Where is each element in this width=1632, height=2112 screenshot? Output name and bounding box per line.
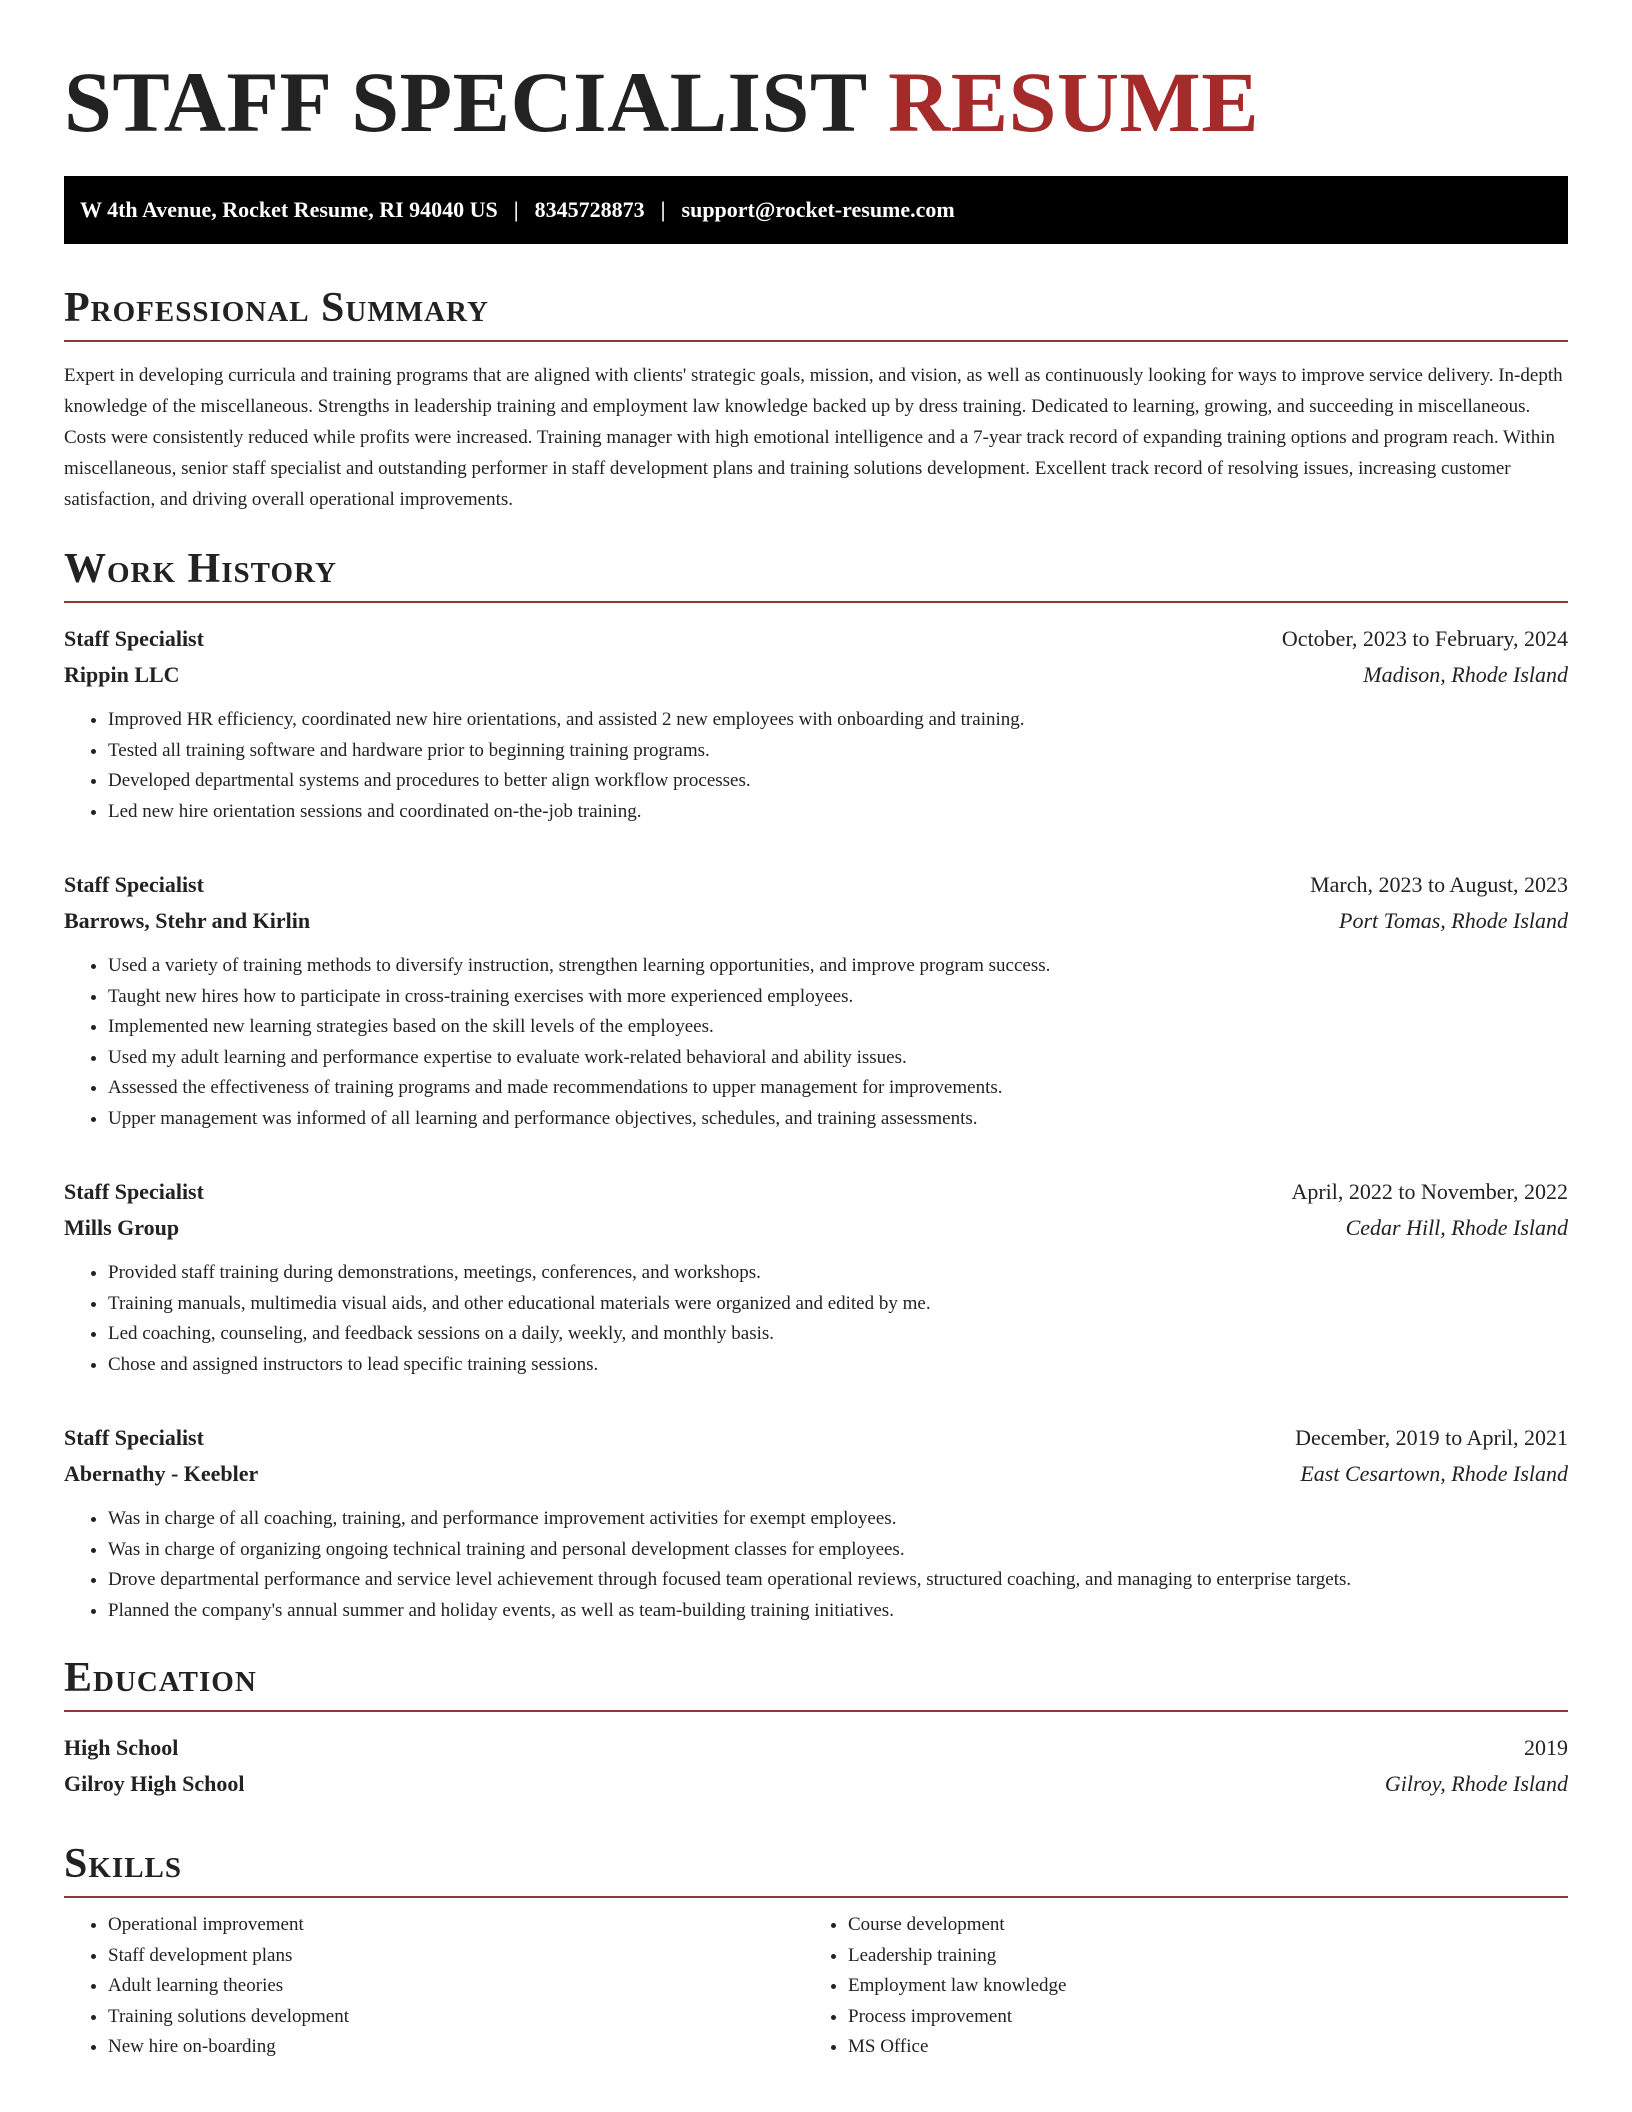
skill-item: • Course development — [848, 1910, 1544, 1941]
job-company: Abernathy - Keebler — [64, 1461, 259, 1486]
job-dates: April, 2022 to November, 2022 — [1291, 1179, 1568, 1204]
job-company: Rippin LLC — [64, 662, 180, 687]
job-bullet: • Improved HR efficiency, coordinated new hire orientations, and assisted 2 new employees with onboarding and training. — [108, 705, 1568, 736]
job-location: Port Tomas, Rhode Island — [1339, 908, 1568, 933]
education-year: 2019 — [1524, 1735, 1568, 1760]
skills-list-left — [64, 1910, 804, 2063]
job-bullets — [64, 951, 1568, 1134]
job-title: Staff Specialist — [64, 1179, 204, 1204]
job-location: East Cesartown, Rhode Island — [1300, 1461, 1568, 1486]
work-history-heading: Work History — [64, 543, 1568, 603]
resume-page — [64, 52, 1568, 2063]
skill-item: • Operational improvement — [108, 1910, 804, 1941]
title-main: STAFF SPECIALIST — [64, 54, 867, 150]
skill-item: • New hire on-boarding — [108, 2032, 804, 2063]
job-bullet: • Drove departmental performance and service level achievement through focused team operational reviews, structured coaching, and managing to enterprise targets. — [108, 1565, 1568, 1596]
contact-separator: | — [660, 197, 666, 222]
skill-item: • Leadership training — [848, 1941, 1544, 1972]
job-bullet: • Used a variety of training methods to diversify instruction, strengthen learning opportunities, and improve program success. — [108, 951, 1568, 982]
job-bullet: • Training manuals, multimedia visual aids, and other educational materials were organized and edited by me. — [108, 1289, 1568, 1320]
summary-section — [64, 282, 1568, 515]
skills-heading: Skills — [64, 1838, 1568, 1898]
skill-item: • Process improvement — [848, 2002, 1544, 2033]
job-bullet: • Implemented new learning strategies based on the skill levels of the employees. — [108, 1012, 1568, 1043]
skill-item: • Training solutions development — [108, 2002, 804, 2033]
job-bullet: • Was in charge of all coaching, training, and performance improvement activities for exempt employees. — [108, 1504, 1568, 1535]
job-dates: March, 2023 to August, 2023 — [1310, 872, 1568, 897]
skill-item: • Staff development plans — [108, 1941, 804, 1972]
job-bullets — [64, 705, 1568, 827]
job-bullet: • Taught new hires how to participate in cross-training exercises with more experienced employees. — [108, 982, 1568, 1013]
skill-item: • Employment law knowledge — [848, 1971, 1544, 2002]
job-bullet: • Assessed the effectiveness of training programs and made recommendations to upper management for improvements. — [108, 1073, 1568, 1104]
contact-bar — [64, 176, 1568, 244]
job-title: Staff Specialist — [64, 872, 204, 897]
job-title: Staff Specialist — [64, 1425, 204, 1450]
education-degree: High School — [64, 1735, 179, 1760]
job-bullet: • Provided staff training during demonstrations, meetings, conferences, and workshops. — [108, 1258, 1568, 1289]
job-bullet: • Tested all training software and hardware prior to beginning training programs. — [108, 736, 1568, 767]
summary-heading: Professional Summary — [64, 282, 1568, 342]
contact-email: support@rocket-resume.com — [681, 197, 955, 222]
contact-phone: 8345728873 — [534, 197, 645, 222]
job-location: Madison, Rhode Island — [1363, 662, 1568, 687]
job-dates: October, 2023 to February, 2024 — [1281, 626, 1568, 651]
resume-title — [64, 52, 1568, 152]
skills-section — [64, 1838, 1568, 2063]
job-title: Staff Specialist — [64, 626, 204, 651]
skills-columns — [64, 1910, 1568, 2063]
job-bullets — [64, 1258, 1568, 1380]
job-bullet: • Was in charge of organizing ongoing technical training and personal development classes for employees. — [108, 1535, 1568, 1566]
job-bullets — [64, 1504, 1568, 1626]
skill-item: • MS Office — [848, 2032, 1544, 2063]
job-company: Mills Group — [64, 1215, 180, 1240]
education-section — [64, 1652, 1568, 1802]
education-location: Gilroy, Rhode Island — [1384, 1771, 1568, 1796]
education-heading: Education — [64, 1652, 1568, 1712]
job-bullet: • Led coaching, counseling, and feedback sessions on a daily, weekly, and monthly basis. — [108, 1319, 1568, 1350]
contact-separator: | — [513, 197, 519, 222]
job-bullet: • Upper management was informed of all learning and performance objectives, schedules, and training assessments. — [108, 1104, 1568, 1135]
contact-address: W 4th Avenue, Rocket Resume, RI 94040 US — [80, 197, 498, 222]
title-accent: RESUME — [888, 54, 1260, 150]
skill-item: • Adult learning theories — [108, 1971, 804, 2002]
education-school: Gilroy High School — [64, 1771, 245, 1796]
job-entry — [64, 621, 1568, 827]
job-bullet: • Led new hire orientation sessions and coordinated on-the-job training. — [108, 797, 1568, 828]
job-entry — [64, 867, 1568, 1134]
job-dates: December, 2019 to April, 2021 — [1295, 1425, 1568, 1450]
work-history-section — [64, 543, 1568, 1626]
job-bullet: • Used my adult learning and performance expertise to evaluate work-related behavioral and ability issues. — [108, 1043, 1568, 1074]
education-entry — [64, 1730, 1568, 1802]
skills-list-right — [804, 1910, 1544, 2063]
job-bullet: • Chose and assigned instructors to lead specific training sessions. — [108, 1350, 1568, 1381]
summary-text: Expert in developing curricula and training programs that are aligned with clients' strategic goals, mission, and vision, as well as continuously looking for ways to improve service delivery. In-depth knowledge of the miscellaneous. Strengths in leadership training and employment law knowledge backed up by dress training. Dedicated to learning, growing, and succeeding in miscellaneous. Costs were consistently reduced while profits were increased. Training manager with high emotional intelligence and a 7-year track record of expanding training options and program reach. Within miscellaneous, senior staff specialist and outstanding performer in staff development plans and training solutions development. Excellent track record of resolving issues, increasing customer satisfaction, and driving overall operational improvements. — [64, 365, 1563, 510]
job-company: Barrows, Stehr and Kirlin — [64, 908, 311, 933]
job-location: Cedar Hill, Rhode Island — [1345, 1215, 1568, 1240]
job-entry — [64, 1420, 1568, 1626]
job-entry — [64, 1174, 1568, 1380]
job-bullet: • Developed departmental systems and procedures to better align workflow processes. — [108, 766, 1568, 797]
job-bullet: • Planned the company's annual summer and holiday events, as well as team-building training initiatives. — [108, 1596, 1568, 1627]
